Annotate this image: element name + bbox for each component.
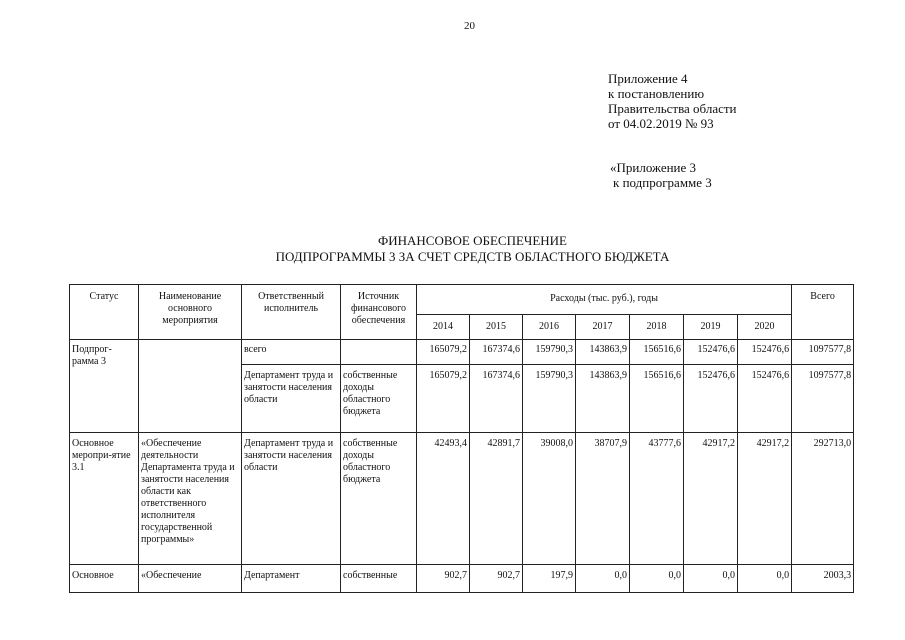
header-year: 2016 [523,314,576,339]
cell-executor: Департамент труда и занятости населения области [242,364,341,432]
appendix-quote-block [610,160,712,190]
cell-name [139,339,242,432]
header-name: Наименование основного мероприятия [139,285,242,340]
cell-value: 42891,7 [470,432,523,564]
cell-value: 42917,2 [738,432,792,564]
cell-value: 0,0 [630,564,684,592]
header-year: 2015 [470,314,523,339]
appendix-quote-line: к подпрограмме 3 [613,175,712,190]
header-year: 2020 [738,314,792,339]
header-source: Источник финансового обеспечения [341,285,417,340]
cell-value: 152476,6 [684,364,738,432]
cell-value: 156516,6 [630,339,684,364]
title-line-2: ПОДПРОГРАММЫ 3 ЗА СЧЕТ СРЕДСТВ ОБЛАСТНОГО БЮДЖЕТА [275,249,670,264]
cell-value: 0,0 [684,564,738,592]
table-row [70,564,854,592]
cell-value: 165079,2 [417,364,470,432]
header-total: Всего [792,285,854,315]
cell-value: 38707,9 [576,432,630,564]
cell-source [341,339,417,364]
cell-value: 902,7 [417,564,470,592]
cell-status: Подпрог-рамма 3 [70,339,139,432]
cell-value: 42917,2 [684,432,738,564]
cell-value: 159790,3 [523,364,576,432]
cell-source: собственные доходы областного бюджета [341,432,417,564]
financing-table [69,284,854,593]
cell-value: 902,7 [470,564,523,592]
header-expenses: Расходы (тыс. руб.), годы [417,285,792,315]
appendix-quote-line: «Приложение 3 [610,160,697,175]
cell-value: 43777,6 [630,432,684,564]
cell-total: 2003,3 [792,564,854,592]
cell-value: 0,0 [738,564,792,592]
header-year: 2017 [576,314,630,339]
cell-executor: Департамент [242,564,341,592]
appendix-line: Правительства области [608,101,737,116]
cell-source: собственные [341,564,417,592]
cell-value: 143863,9 [576,364,630,432]
appendix-line: к постановлению [608,86,705,101]
header-year: 2019 [684,314,738,339]
cell-value: 165079,2 [417,339,470,364]
cell-status: Основное меропри-ятие 3.1 [70,432,139,564]
cell-value: 152476,6 [684,339,738,364]
cell-value: 143863,9 [576,339,630,364]
cell-value: 39008,0 [523,432,576,564]
appendix-line: от 04.02.2019 № 93 [608,116,714,131]
cell-value: 197,9 [523,564,576,592]
header-year: 2014 [417,314,470,339]
cell-value: 159790,3 [523,339,576,364]
cell-value: 167374,6 [470,339,523,364]
cell-name: «Обеспечение деятельности Департамента труда и занятости населения области как ответственного исполнителя государственной программы» [139,432,242,564]
cell-total: 1097577,8 [792,364,854,432]
appendix-block [608,71,737,131]
cell-value: 152476,6 [738,339,792,364]
header-status: Статус [70,285,139,340]
cell-total: 1097577,8 [792,339,854,364]
cell-value: 167374,6 [470,364,523,432]
cell-executor: всего [242,339,341,364]
page-number: 20 [464,20,475,32]
table-row [70,432,854,564]
header-total-spacer [792,314,854,339]
cell-status: Основное [70,564,139,592]
cell-value: 42493,4 [417,432,470,564]
document-title [0,233,905,265]
header-row [70,285,854,315]
cell-source: собственные доходы областного бюджета [341,364,417,432]
cell-total: 292713,0 [792,432,854,564]
cell-name: «Обеспечение [139,564,242,592]
cell-value: 156516,6 [630,364,684,432]
header-executor: Ответственный исполнитель [242,285,341,340]
appendix-line: Приложение 4 [608,71,688,86]
cell-executor: Департамент труда и занятости населения области [242,432,341,564]
table-row [70,339,854,364]
cell-value: 0,0 [576,564,630,592]
cell-value: 152476,6 [738,364,792,432]
title-line-1: ФИНАНСОВОЕ ОБЕСПЕЧЕНИЕ [377,233,568,248]
header-year: 2018 [630,314,684,339]
